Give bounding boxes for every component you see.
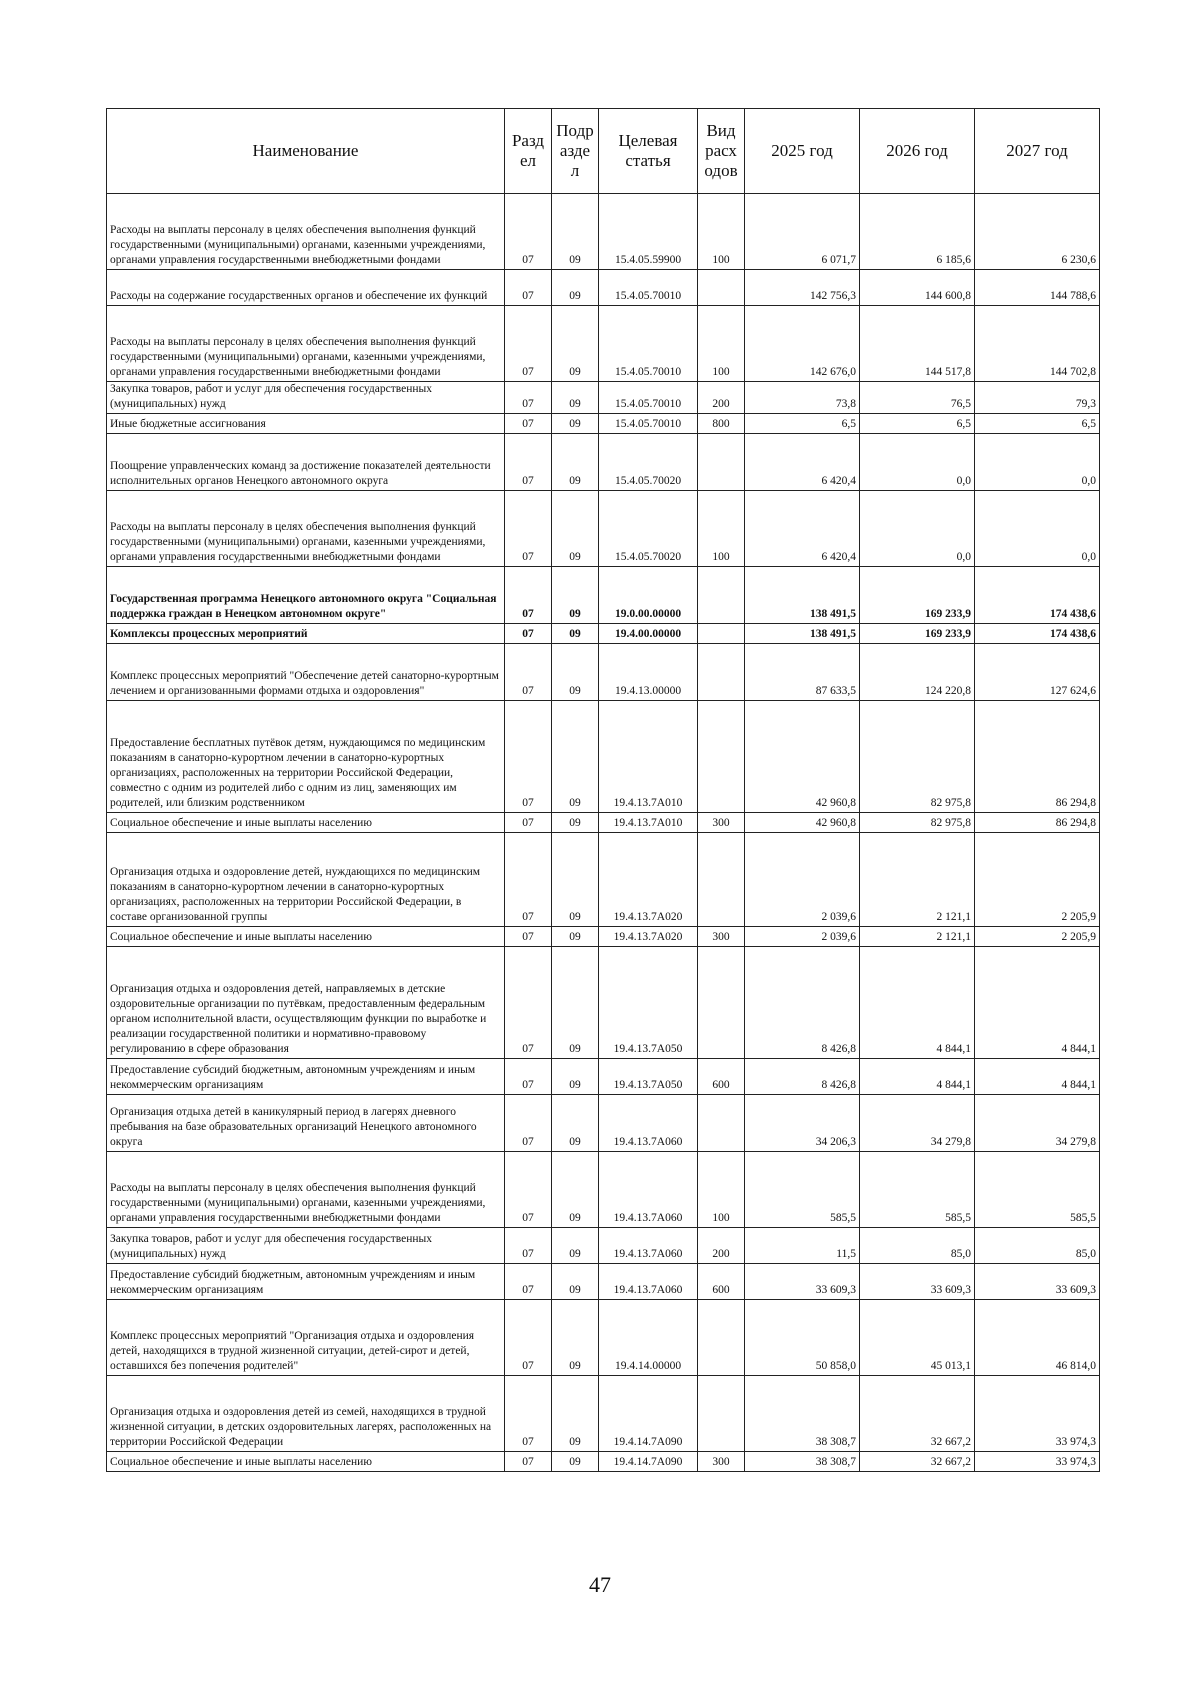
- row-target: 19.4.13.7A060: [599, 1095, 698, 1152]
- row-expense-type: 600: [698, 1059, 745, 1095]
- row-section: 07: [505, 927, 552, 947]
- row-amount-2026: 2 121,1: [860, 927, 975, 947]
- row-subsection: 09: [552, 306, 599, 382]
- row-amount-2026: 6,5: [860, 414, 975, 434]
- table-row: [107, 1452, 1100, 1472]
- row-name: Государственная программа Ненецкого автономного округа "Социальная поддержка граждан в Ненецком автономном округе": [107, 567, 505, 624]
- row-target: 15.4.05.70020: [599, 434, 698, 491]
- row-amount-2026: 144 517,8: [860, 306, 975, 382]
- table-row: [107, 927, 1100, 947]
- row-expense-type: 300: [698, 1452, 745, 1472]
- row-name: Комплекс процессных мероприятий "Организация отдыха и оздоровления детей, находящихся в трудной жизненной ситуации, детей-сирот и детей, оставшихся без попечения родителей": [107, 1300, 505, 1376]
- header-section: Разд ел: [505, 109, 552, 194]
- row-amount-2027: 585,5: [975, 1152, 1100, 1228]
- row-section: 07: [505, 1452, 552, 1472]
- row-section: 07: [505, 1095, 552, 1152]
- row-subsection: 09: [552, 270, 599, 306]
- row-expense-type: [698, 1300, 745, 1376]
- row-amount-2027: 33 974,3: [975, 1376, 1100, 1452]
- row-expense-type: [698, 1095, 745, 1152]
- row-amount-2026: 2 121,1: [860, 833, 975, 927]
- row-amount-2027: 127 624,6: [975, 644, 1100, 701]
- row-name: Предоставление бесплатных путёвок детям, нуждающимся по медицинским показаниям в санаторно-курортном лечении в санаторно-курортных организациях, расположенных на территории Российской Федерации, совместно с одним из родителей либо с одним из лиц, заменяющих им родителей, или близким родственником: [107, 701, 505, 813]
- row-name: Расходы на выплаты персоналу в целях обеспечения выполнения функций государственными (муниципальными) органами, казенными учреждениями, органами управления государственными внебюджетными фондами: [107, 306, 505, 382]
- row-name: Предоставление субсидий бюджетным, автономным учреждениям и иным некоммерческим организациям: [107, 1264, 505, 1300]
- row-section: 07: [505, 382, 552, 414]
- row-section: 07: [505, 270, 552, 306]
- row-target: 15.4.05.70010: [599, 414, 698, 434]
- row-name: Расходы на содержание государственных органов и обеспечение их функций: [107, 270, 505, 306]
- table-row: [107, 306, 1100, 382]
- table-row: [107, 194, 1100, 270]
- row-amount-2026: 144 600,8: [860, 270, 975, 306]
- row-amount-2025: 50 858,0: [745, 1300, 860, 1376]
- row-amount-2027: 4 844,1: [975, 1059, 1100, 1095]
- row-subsection: 09: [552, 701, 599, 813]
- row-amount-2025: 33 609,3: [745, 1264, 860, 1300]
- row-name: Закупка товаров, работ и услуг для обеспечения государственных (муниципальных) нужд: [107, 382, 505, 414]
- row-amount-2025: 142 756,3: [745, 270, 860, 306]
- row-section: 07: [505, 947, 552, 1059]
- row-amount-2027: 86 294,8: [975, 701, 1100, 813]
- row-amount-2025: 38 308,7: [745, 1376, 860, 1452]
- row-section: 07: [505, 567, 552, 624]
- row-amount-2026: 33 609,3: [860, 1264, 975, 1300]
- row-target: 15.4.05.70020: [599, 491, 698, 567]
- row-name: Организация отдыха и оздоровления детей из семей, находящихся в трудной жизненной ситуации, в детских оздоровительных лагерях, расположенных на территории Российской Федерации: [107, 1376, 505, 1452]
- row-subsection: 09: [552, 414, 599, 434]
- row-name: Поощрение управленческих команд за достижение показателей деятельности исполнительных органов Ненецкого автономного округа: [107, 434, 505, 491]
- row-target: 19.4.13.00000: [599, 644, 698, 701]
- row-target: 15.4.05.70010: [599, 270, 698, 306]
- row-amount-2027: 85,0: [975, 1228, 1100, 1264]
- row-subsection: 09: [552, 1152, 599, 1228]
- row-subsection: 09: [552, 1059, 599, 1095]
- row-amount-2025: 6 420,4: [745, 434, 860, 491]
- row-amount-2025: 6 420,4: [745, 491, 860, 567]
- header-expense-type: Вид расх одов: [698, 109, 745, 194]
- table-row: [107, 813, 1100, 833]
- row-name: Расходы на выплаты персоналу в целях обеспечения выполнения функций государственными (муниципальными) органами, казенными учреждениями, органами управления государственными внебюджетными фондами: [107, 491, 505, 567]
- row-amount-2025: 11,5: [745, 1228, 860, 1264]
- row-target: 19.4.14.7A090: [599, 1452, 698, 1472]
- row-amount-2026: 85,0: [860, 1228, 975, 1264]
- header-2025: 2025 год: [745, 109, 860, 194]
- table-row: [107, 382, 1100, 414]
- table-header-row: [107, 109, 1100, 194]
- row-section: 07: [505, 194, 552, 270]
- row-subsection: 09: [552, 947, 599, 1059]
- row-subsection: 09: [552, 813, 599, 833]
- header-2027: 2027 год: [975, 109, 1100, 194]
- row-section: 07: [505, 306, 552, 382]
- row-section: 07: [505, 1059, 552, 1095]
- row-target: 19.4.13.7A060: [599, 1152, 698, 1228]
- row-target: 19.4.13.7A050: [599, 947, 698, 1059]
- page-number: 47: [589, 1572, 611, 1597]
- row-amount-2025: 138 491,5: [745, 567, 860, 624]
- row-amount-2027: 79,3: [975, 382, 1100, 414]
- row-amount-2026: 34 279,8: [860, 1095, 975, 1152]
- row-expense-type: [698, 270, 745, 306]
- row-amount-2026: 82 975,8: [860, 701, 975, 813]
- row-expense-type: [698, 567, 745, 624]
- row-amount-2027: 2 205,9: [975, 833, 1100, 927]
- row-target: 19.4.14.00000: [599, 1300, 698, 1376]
- row-target: 19.0.00.00000: [599, 567, 698, 624]
- row-amount-2025: 2 039,6: [745, 927, 860, 947]
- row-target: 19.4.13.7A010: [599, 813, 698, 833]
- table-row: [107, 833, 1100, 927]
- row-name: Социальное обеспечение и иные выплаты населению: [107, 1452, 505, 1472]
- row-expense-type: [698, 624, 745, 644]
- row-expense-type: [698, 644, 745, 701]
- row-subsection: 09: [552, 644, 599, 701]
- row-target: 19.4.13.7A050: [599, 1059, 698, 1095]
- table-row: [107, 1300, 1100, 1376]
- row-expense-type: 200: [698, 382, 745, 414]
- row-name: Расходы на выплаты персоналу в целях обеспечения выполнения функций государственными (муниципальными) органами, казенными учреждениями, органами управления государственными внебюджетными фондами: [107, 194, 505, 270]
- row-expense-type: 100: [698, 1152, 745, 1228]
- row-expense-type: 100: [698, 194, 745, 270]
- row-amount-2026: 0,0: [860, 434, 975, 491]
- row-subsection: 09: [552, 194, 599, 270]
- table-row: [107, 1228, 1100, 1264]
- header-subsection: Подр азде л: [552, 109, 599, 194]
- row-name: Организация отдыха и оздоровления детей, направляемых в детские оздоровительные организации по путёвкам, предоставленным федеральным органом исполнительной власти, осуществляющим функции по выработке и реализации государственной политики и нормативно-правовому регулированию в сфере образования: [107, 947, 505, 1059]
- table-row: [107, 434, 1100, 491]
- row-amount-2025: 6 071,7: [745, 194, 860, 270]
- table-row: [107, 567, 1100, 624]
- row-section: 07: [505, 1264, 552, 1300]
- row-name: Расходы на выплаты персоналу в целях обеспечения выполнения функций государственными (муниципальными) органами, казенными учреждениями, органами управления государственными внебюджетными фондами: [107, 1152, 505, 1228]
- row-amount-2027: 33 609,3: [975, 1264, 1100, 1300]
- row-amount-2026: 82 975,8: [860, 813, 975, 833]
- row-amount-2027: 6 230,6: [975, 194, 1100, 270]
- row-expense-type: 800: [698, 414, 745, 434]
- row-subsection: 09: [552, 1300, 599, 1376]
- row-amount-2025: 2 039,6: [745, 833, 860, 927]
- row-section: 07: [505, 624, 552, 644]
- row-target: 19.4.13.7A020: [599, 833, 698, 927]
- table-row: [107, 1095, 1100, 1152]
- row-target: 15.4.05.59900: [599, 194, 698, 270]
- table-row: [107, 491, 1100, 567]
- row-amount-2025: 87 633,5: [745, 644, 860, 701]
- header-target: Целевая статья: [599, 109, 698, 194]
- row-subsection: 09: [552, 434, 599, 491]
- table-row: [107, 947, 1100, 1059]
- table-row: [107, 701, 1100, 813]
- row-name: Предоставление субсидий бюджетным, автономным учреждениям и иным некоммерческим организациям: [107, 1059, 505, 1095]
- row-amount-2027: 6,5: [975, 414, 1100, 434]
- row-amount-2027: 46 814,0: [975, 1300, 1100, 1376]
- row-expense-type: 300: [698, 813, 745, 833]
- row-subsection: 09: [552, 833, 599, 927]
- table-row: [107, 644, 1100, 701]
- row-name: Социальное обеспечение и иные выплаты населению: [107, 927, 505, 947]
- row-amount-2026: 4 844,1: [860, 1059, 975, 1095]
- row-amount-2026: 76,5: [860, 382, 975, 414]
- row-expense-type: 100: [698, 306, 745, 382]
- table-body: [107, 194, 1100, 1472]
- row-section: 07: [505, 1228, 552, 1264]
- row-amount-2027: 174 438,6: [975, 567, 1100, 624]
- row-subsection: 09: [552, 567, 599, 624]
- row-section: 07: [505, 491, 552, 567]
- row-amount-2027: 174 438,6: [975, 624, 1100, 644]
- row-amount-2027: 34 279,8: [975, 1095, 1100, 1152]
- row-amount-2026: 45 013,1: [860, 1300, 975, 1376]
- row-target: 19.4.13.7A060: [599, 1264, 698, 1300]
- row-amount-2025: 6,5: [745, 414, 860, 434]
- row-expense-type: 200: [698, 1228, 745, 1264]
- row-target: 19.4.14.7A090: [599, 1376, 698, 1452]
- row-amount-2027: 2 205,9: [975, 927, 1100, 947]
- row-section: 07: [505, 1152, 552, 1228]
- row-target: 15.4.05.70010: [599, 382, 698, 414]
- row-amount-2026: 169 233,9: [860, 567, 975, 624]
- row-expense-type: 100: [698, 491, 745, 567]
- row-section: 07: [505, 1300, 552, 1376]
- row-name: Закупка товаров, работ и услуг для обеспечения государственных (муниципальных) нужд: [107, 1228, 505, 1264]
- row-subsection: 09: [552, 1228, 599, 1264]
- row-subsection: 09: [552, 1095, 599, 1152]
- budget-table: [106, 108, 1100, 1472]
- row-amount-2025: 138 491,5: [745, 624, 860, 644]
- row-amount-2025: 34 206,3: [745, 1095, 860, 1152]
- row-section: 07: [505, 414, 552, 434]
- row-amount-2026: 585,5: [860, 1152, 975, 1228]
- table-row: [107, 1059, 1100, 1095]
- row-section: 07: [505, 813, 552, 833]
- row-amount-2025: 73,8: [745, 382, 860, 414]
- row-amount-2026: 0,0: [860, 491, 975, 567]
- table-row: [107, 414, 1100, 434]
- row-name: Комплекс процессных мероприятий "Обеспечение детей санаторно-курортным лечением и организованными формами отдыха и оздоровления": [107, 644, 505, 701]
- row-target: 15.4.05.70010: [599, 306, 698, 382]
- row-subsection: 09: [552, 1452, 599, 1472]
- table-row: [107, 1376, 1100, 1452]
- row-amount-2027: 144 702,8: [975, 306, 1100, 382]
- row-amount-2026: 169 233,9: [860, 624, 975, 644]
- row-subsection: 09: [552, 624, 599, 644]
- row-amount-2027: 86 294,8: [975, 813, 1100, 833]
- row-section: 07: [505, 434, 552, 491]
- row-amount-2025: 142 676,0: [745, 306, 860, 382]
- row-target: 19.4.13.7A060: [599, 1228, 698, 1264]
- row-name: Социальное обеспечение и иные выплаты населению: [107, 813, 505, 833]
- header-name: Наименование: [107, 109, 505, 194]
- header-2026: 2026 год: [860, 109, 975, 194]
- row-subsection: 09: [552, 1264, 599, 1300]
- row-amount-2027: 0,0: [975, 491, 1100, 567]
- row-subsection: 09: [552, 927, 599, 947]
- table-row: [107, 270, 1100, 306]
- row-expense-type: [698, 1376, 745, 1452]
- row-amount-2027: 33 974,3: [975, 1452, 1100, 1472]
- row-amount-2025: 42 960,8: [745, 701, 860, 813]
- row-amount-2026: 32 667,2: [860, 1376, 975, 1452]
- row-amount-2027: 144 788,6: [975, 270, 1100, 306]
- row-name: Комплексы процессных мероприятий: [107, 624, 505, 644]
- row-amount-2027: 0,0: [975, 434, 1100, 491]
- table-row: [107, 1264, 1100, 1300]
- row-amount-2025: 8 426,8: [745, 1059, 860, 1095]
- row-amount-2026: 4 844,1: [860, 947, 975, 1059]
- row-name: Организация отдыха детей в каникулярный период в лагерях дневного пребывания на базе образовательных организаций Ненецкого автономного округа: [107, 1095, 505, 1152]
- row-expense-type: [698, 434, 745, 491]
- table-row: [107, 624, 1100, 644]
- row-section: 07: [505, 833, 552, 927]
- row-amount-2026: 124 220,8: [860, 644, 975, 701]
- table-row: [107, 1152, 1100, 1228]
- row-expense-type: [698, 947, 745, 1059]
- row-amount-2025: 585,5: [745, 1152, 860, 1228]
- row-section: 07: [505, 701, 552, 813]
- row-amount-2026: 6 185,6: [860, 194, 975, 270]
- row-target: 19.4.13.7A010: [599, 701, 698, 813]
- row-subsection: 09: [552, 491, 599, 567]
- row-target: 19.4.00.00000: [599, 624, 698, 644]
- row-amount-2025: 38 308,7: [745, 1452, 860, 1472]
- row-expense-type: 600: [698, 1264, 745, 1300]
- row-section: 07: [505, 1376, 552, 1452]
- row-subsection: 09: [552, 382, 599, 414]
- row-subsection: 09: [552, 1376, 599, 1452]
- row-name: Организация отдыха и оздоровление детей, нуждающихся по медицинским показаниям в санаторно-курортном лечении в санаторно-курортных организациях, расположенных на территории Российской Федерации, в составе организованной группы: [107, 833, 505, 927]
- row-section: 07: [505, 644, 552, 701]
- row-expense-type: 300: [698, 927, 745, 947]
- row-amount-2026: 32 667,2: [860, 1452, 975, 1472]
- row-name: Иные бюджетные ассигнования: [107, 414, 505, 434]
- row-expense-type: [698, 833, 745, 927]
- row-amount-2025: 42 960,8: [745, 813, 860, 833]
- row-expense-type: [698, 701, 745, 813]
- row-amount-2027: 4 844,1: [975, 947, 1100, 1059]
- row-amount-2025: 8 426,8: [745, 947, 860, 1059]
- row-target: 19.4.13.7A020: [599, 927, 698, 947]
